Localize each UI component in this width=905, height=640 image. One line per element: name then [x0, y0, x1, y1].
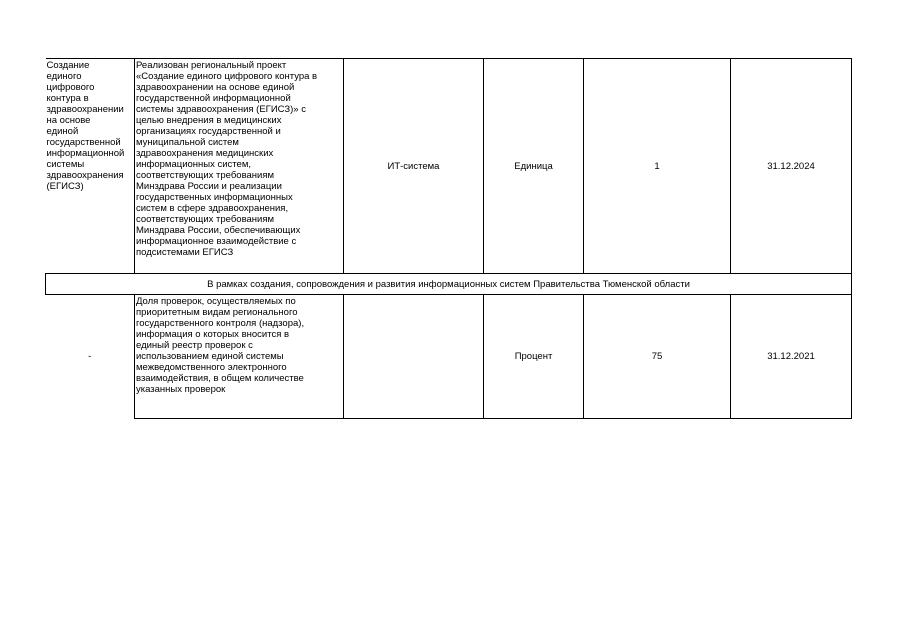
table-cell-unit: Единица	[484, 59, 584, 274]
section-row	[46, 274, 852, 295]
table-cell-name: -	[46, 295, 135, 419]
table-cell-value: 75	[584, 295, 731, 419]
table-cell-date: 31.12.2021	[731, 295, 852, 419]
table-cell-value: 1	[584, 59, 731, 274]
table-cell-name	[46, 59, 135, 274]
table-cell-description	[135, 295, 344, 419]
table-cell-indicator: ИТ-система	[344, 59, 484, 274]
table-cell-description	[135, 59, 344, 274]
document-table	[45, 58, 852, 419]
project-name: Создание единого цифрового контура в здравоохранении на основе единой государственной информационной системы здравоохранения (ЕГИСЗ)	[46, 60, 125, 192]
table-cell-date: 31.12.2024	[731, 59, 852, 274]
indicator-description: Доля проверок, осуществляемых по приоритетным видам регионального государственного контроля (надзора), информация о которых вносится в единый реестр проверок с использованием единой системы межведомственного электронного взаимодействия, в общем количестве указанных проверок	[136, 296, 305, 395]
section-header: В рамках создания, сопровождения и развития информационных систем Правительства Тюменской области	[46, 274, 852, 295]
table-row	[46, 59, 852, 274]
table-cell-indicator	[344, 295, 484, 419]
table-row	[46, 295, 852, 419]
project-description: Реализован региональный проект «Создание единого цифрового контура в здравоохранении на основе единой государственной информационной системы здравоохранения (ЕГИСЗ)» с целью внедрения в медицинских организациях государственной и муниципальной систем здравоохранения медицинских информационных систем, соответствующих требованиям Минздрава России и реализации государственных информационных систем в сфере здравоохранения, соответствующих требованиям Минздрава России, обеспечивающих информационное взаимодействие с подсистемами ЕГИСЗ	[136, 60, 318, 258]
table-cell-unit: Процент	[484, 295, 584, 419]
